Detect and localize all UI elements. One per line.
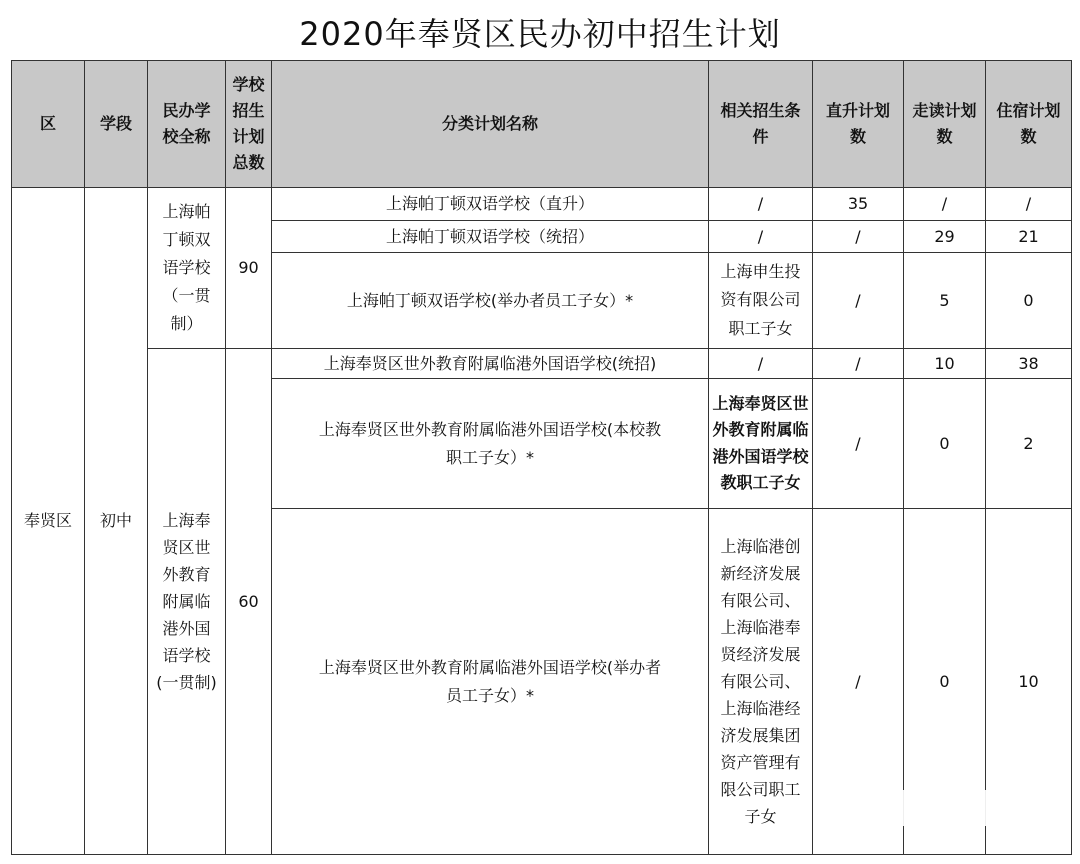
direct-cell: /: [813, 349, 904, 379]
watermark-overlay: [895, 790, 1055, 826]
boarding-cell: 21: [986, 221, 1072, 253]
direct-cell: 35: [813, 188, 904, 221]
condition-cell: 上海申生投 资有限公司 职工子女: [709, 253, 813, 349]
table-row: [12, 188, 1072, 221]
header-district: 区: [12, 61, 85, 188]
day-cell: 29: [904, 221, 986, 253]
stage-cell: 初中: [85, 188, 148, 855]
direct-cell: /: [813, 379, 904, 509]
plan-name-cell: 上海帕丁顿双语学校（统招）: [272, 221, 709, 253]
direct-cell: /: [813, 221, 904, 253]
header-conditions: 相关招生条 件: [709, 61, 813, 188]
direct-cell: /: [813, 253, 904, 349]
school-total-cell: 60: [226, 349, 272, 855]
school-name-cell: 上海帕 丁顿双 语学校 （一贯 制）: [148, 188, 226, 349]
boarding-cell: 2: [986, 379, 1072, 509]
day-cell: 10: [904, 349, 986, 379]
boarding-cell: /: [986, 188, 1072, 221]
day-cell: 0: [904, 379, 986, 509]
plan-name-cell: 上海奉贤区世外教育附属临港外国语学校(举办者 员工子女）*: [272, 509, 709, 855]
header-day-students: 走读计划 数: [904, 61, 986, 188]
boarding-cell: 0: [986, 253, 1072, 349]
header-boarding: 住宿计划 数: [986, 61, 1072, 188]
header-row: [12, 61, 1072, 188]
condition-cell: 上海临港创 新经济发展 有限公司、 上海临港奉 贤经济发展 有限公司、 上海临港经 济发展集团 资产管理有 限公司职工 子女: [709, 509, 813, 855]
district-cell: 奉贤区: [12, 188, 85, 855]
header-school-total: 学校 招生 计划 总数: [226, 61, 272, 188]
day-cell: /: [904, 188, 986, 221]
condition-cell: /: [709, 188, 813, 221]
school-name-cell: 上海奉 贤区世 外教育 附属临 港外国 语学校 (一贯制): [148, 349, 226, 855]
day-cell: 0: [904, 509, 986, 855]
header-plan-name: 分类计划名称: [272, 61, 709, 188]
plan-name-cell: 上海奉贤区世外教育附属临港外国语学校(本校教 职工子女）*: [272, 379, 709, 509]
header-direct-promotion: 直升计划 数: [813, 61, 904, 188]
day-cell: 5: [904, 253, 986, 349]
plan-name-cell: 上海帕丁顿双语学校(举办者员工子女）*: [272, 253, 709, 349]
direct-cell: /: [813, 509, 904, 855]
condition-cell: 上海奉贤区世 外教育附属临 港外国语学校 教职工子女: [709, 379, 813, 509]
plan-name-cell: 上海奉贤区世外教育附属临港外国语学校(统招): [272, 349, 709, 379]
school-total-cell: 90: [226, 188, 272, 349]
condition-cell: /: [709, 221, 813, 253]
page-title: 2020年奉贤区民办初中招生计划: [299, 15, 781, 53]
enrollment-plan-table: [11, 60, 1072, 855]
boarding-cell: 38: [986, 349, 1072, 379]
condition-cell: /: [709, 349, 813, 379]
table-row: [12, 349, 1072, 379]
header-stage: 学段: [85, 61, 148, 188]
plan-name-cell: 上海帕丁顿双语学校（直升）: [272, 188, 709, 221]
header-school-full-name: 民办学 校全称: [148, 61, 226, 188]
boarding-cell: 10: [986, 509, 1072, 855]
